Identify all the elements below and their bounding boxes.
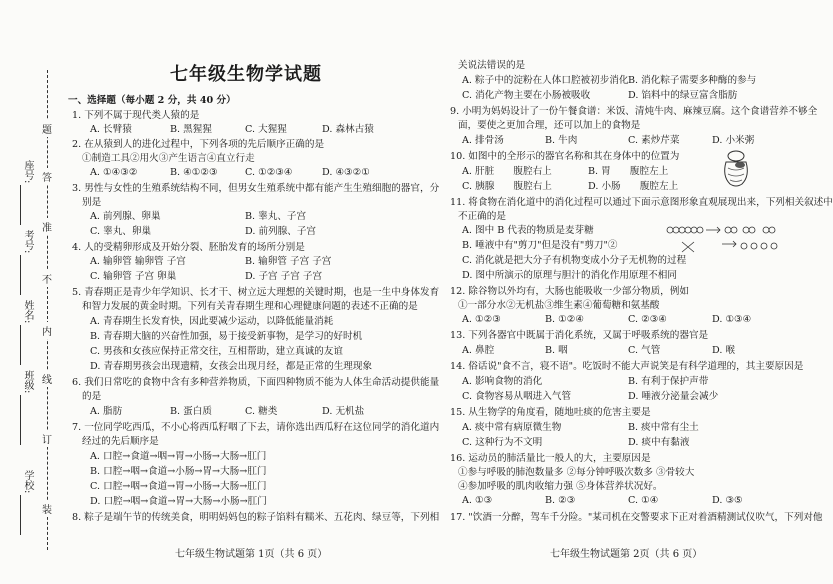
- question-17: 17. "饮酒一分醉，驾车千分险。"某司机在交警要求下正对着酒精测试仪吹气，下列对他: [450, 512, 823, 523]
- question-16-items-cont: ④参加呼吸的肌肉收缩力强 ⑤身体营养状况好。: [458, 481, 663, 492]
- option: C. 素炒芹菜: [628, 135, 680, 146]
- question-3: 3. 男性与女性的生殖系统结构不同，但男女生殖系统中都有能产生生殖细胞的器官，分: [72, 183, 440, 194]
- option: D. 口腔→咽→食道→胃→大肠→小肠→肛门: [90, 496, 267, 507]
- option: D. 青春期男孩会出现遗精，女孩会出现月经，都是正常的生理现象: [90, 361, 373, 372]
- question-16: 16. 运动员的肺活量比一般人的大，主要原因是: [450, 453, 651, 464]
- option: A. ①③: [462, 495, 493, 506]
- option: D. 图中所演示的原理与胆汁的消化作用原理不相同: [462, 270, 677, 281]
- question-6: 6. 我们日常吃的食物中含有多种营养物质，下面四种物质不能为人体生命活动提供能量: [72, 377, 440, 388]
- school-label: 学校:: [22, 470, 33, 494]
- option: D. 子宫 子宫 子宫: [245, 271, 323, 282]
- option: B. 口腔→咽→食道→小肠→胃→大肠→肛门: [90, 466, 267, 477]
- option: C. 消化产物主要在小肠被吸收: [462, 90, 591, 101]
- question-9: 9. 小明为妈妈设计了一份午餐食谱：米饭、清炖牛肉、麻辣豆腐。这个食谱营养不够全: [450, 106, 818, 117]
- question-9-cont: 面，要使之更加合理，还可以加上的食物是: [458, 120, 641, 131]
- page-footer: 七年级生物试题第 1页（共 6 页）: [175, 549, 328, 560]
- option: A. 痰中常有病原微生物: [462, 422, 562, 433]
- name-label: 姓名:: [22, 300, 33, 324]
- digestion-process-figure: [662, 222, 782, 262]
- question-7-cont: 经过的先后顺序是: [82, 436, 159, 447]
- option: D. ③⑤: [712, 495, 743, 506]
- question-7: 7. 一位同学吃西瓜，不小心将西瓜籽咽了下去，请你选出西瓜籽在这位同学的消化道内: [72, 422, 440, 433]
- option: C. 口腔→咽→食道→胃→小肠→大肠→肛门: [90, 481, 267, 492]
- option: A. 长臂猿: [90, 124, 132, 135]
- question-15: 15. 从生物学的角度看，随地吐痰的危害主要是: [450, 407, 651, 418]
- option: D. 痰中有黏液: [628, 437, 690, 448]
- option: D. ①③④: [712, 314, 752, 325]
- option: B. 输卵管 子宫 子宫: [245, 256, 332, 267]
- option: C. 大猩猩: [245, 124, 287, 135]
- seal-char: 订: [42, 430, 52, 447]
- class-field-line: [20, 395, 21, 445]
- option: A. 输卵管 输卵管 子宫: [90, 256, 186, 267]
- option: D. 森林古猿: [322, 124, 374, 135]
- class-label: 班级:: [22, 370, 33, 394]
- option: C. 食物容易从咽进入气管: [462, 391, 572, 402]
- question-13: 13. 下列各器官中既属于消化系统，又属于呼吸系统的器官是: [450, 330, 709, 341]
- option: A. 口腔→食道→咽→胃→小肠→大肠→肛门: [90, 451, 267, 462]
- option: D. 前列腺、子宫: [245, 226, 317, 237]
- question-2: 2. 在从猿到人的进化过程中，下列各项的先后顺序正确的是: [72, 139, 325, 150]
- option: A. 图中 B 代表的物质是麦芽糖: [462, 225, 594, 236]
- question-12: 12. 除谷物以外均有，大肠也能吸收一少部分物质，例如: [450, 286, 689, 297]
- option: C. 这种行为不文明: [462, 437, 543, 448]
- seal-char: 答: [42, 168, 52, 185]
- digestive-system-figure: [718, 148, 754, 190]
- page-footer: 七年级生物试题第 2页（共 6 页）: [550, 549, 703, 560]
- option: C. ②③④: [628, 314, 667, 325]
- option: A. 青春期生长发育快，因此要减少运动，以降低能量消耗: [90, 316, 334, 327]
- seal-char: 装: [42, 500, 52, 517]
- option: D. 喉: [712, 345, 736, 356]
- option: B. 胃 腹腔左上: [588, 166, 669, 177]
- seal-char: 内: [42, 322, 52, 339]
- option: C. 消化就是把大分子有机物变成小分子无机物的过程: [462, 255, 687, 266]
- option: C. ①②③④: [245, 167, 293, 178]
- option: B. 咽: [545, 345, 568, 356]
- option: D. 无机盐: [322, 406, 365, 417]
- option: B. 唾液中有"剪刀"但是没有"剪刀"②: [462, 240, 618, 251]
- option: C. ①④: [628, 495, 659, 506]
- option: B. 有利于保护声带: [628, 376, 709, 387]
- option: B. 蛋白质: [170, 406, 212, 417]
- question-14: 14. 俗话说"食不言，寝不语"。吃饭时不能大声说笑是有科学道理的，其主要原因是: [450, 361, 804, 372]
- option: B. 黑猩猩: [170, 124, 212, 135]
- question-5-cont: 和智力发展的黄金时期。下列有关青春期生理和心理健康问题的表述不正确的是: [82, 301, 418, 312]
- option: C. 输卵管 子宫 卵巢: [90, 271, 177, 282]
- school-field-line: [20, 495, 21, 535]
- option: A. ①④③②: [90, 167, 138, 178]
- page-1: [60, 0, 443, 584]
- option: C. 胰腺 腹腔右上: [462, 181, 552, 192]
- binding-margin: [0, 0, 56, 584]
- option: B. 牛肉: [545, 135, 578, 146]
- question-10: 10. 如图中的全形示的器官名称和其在身体中的位置为: [450, 151, 680, 162]
- option: A. 前列腺、卵巢: [90, 211, 161, 222]
- question-8-cont: 关说法错误的是: [458, 60, 526, 71]
- option: A. 肝脏 腹腔右上: [462, 166, 552, 177]
- option: C. 睾丸、卵巢: [90, 226, 152, 237]
- option: C. 糖类: [245, 406, 278, 417]
- name-field-line: [20, 325, 21, 365]
- option: C. 气管: [628, 345, 661, 356]
- option: A. 影响食物的消化: [462, 376, 543, 387]
- question-11-cont: 不正确的是: [458, 211, 506, 222]
- option: A. 排骨汤: [462, 135, 504, 146]
- option: C. 男孩和女孩应保持正常交往，互相帮助，建立真诚的友谊: [90, 346, 343, 357]
- option: B. ①②④: [545, 314, 584, 325]
- question-4: 4. 人的受精卵形成及开始分裂、胚胎发育的场所分别是: [72, 242, 305, 253]
- question-12-items: ①一部分水②无机盐③维生素④葡萄糖和氨基酸: [458, 300, 660, 311]
- question-1: 1. 下列不属于现代类人猿的是: [72, 110, 200, 121]
- question-6-cont: 的是: [82, 391, 102, 402]
- exam-title: 七年级生物学试题: [170, 64, 322, 85]
- option: D. 唾液分泌量会减少: [628, 391, 719, 402]
- option: B. 睾丸、子宫: [245, 211, 307, 222]
- question-2-items: ①制造工具②用火③产生语言④直立行走: [82, 153, 255, 164]
- option: B. 青春期大脑的兴奋性加强，易于接受新事物，是学习的好时机: [90, 331, 363, 342]
- option: B. ④①②③: [170, 167, 218, 178]
- option: B. ②③: [545, 495, 576, 506]
- seat-no-label: 座号:: [22, 160, 33, 184]
- seat-no-field-line: [20, 185, 21, 225]
- question-3-cont: 别是: [82, 197, 102, 208]
- option: A. 鼻腔: [462, 345, 495, 356]
- option: D. ④③②①: [322, 167, 370, 178]
- option: B. 消化粽子需要多种酶的参与: [628, 75, 757, 86]
- option: D. 小米粥: [712, 135, 755, 146]
- question-11: 11. 将食物在消化道中的消化过程可以通过下面示意图形象直观展现出来，下列相关叙述中: [450, 197, 833, 208]
- question-16-items: ①参与呼吸的肺泡数量多 ②每分钟呼吸次数多 ③骨较大: [458, 467, 695, 478]
- question-8: 8. 粽子是端午节的传统美食，明明妈妈包的粽子馅料有糯米、五花肉、绿豆等，下列相: [72, 512, 440, 523]
- option: B. 痰中常有尘土: [628, 422, 699, 433]
- option: A. ①②③: [462, 314, 501, 325]
- page-2: [450, 0, 833, 584]
- question-5: 5. 青春期正是青少年学知识、长才干、树立远大理想的关键时期，也是一生中身体发育: [72, 287, 440, 298]
- option: D. 小肠 腹腔左上: [588, 181, 679, 192]
- option: A. 脂肪: [90, 406, 123, 417]
- option: A. 粽子中的淀粉在人体口腔被初步消化: [462, 75, 629, 86]
- seal-char: 准: [42, 218, 52, 235]
- seal-char: 线: [42, 370, 52, 387]
- seal-char: 题: [42, 120, 52, 137]
- exam-no-label: 考号:: [22, 230, 33, 254]
- section-heading: 一、选择题（每小题 2 分，共 40 分）: [68, 95, 236, 106]
- seal-line: [47, 70, 48, 550]
- option: D. 馅料中的绿豆富含脂肪: [628, 90, 738, 101]
- seal-char: 不: [42, 270, 52, 287]
- exam-no-field-line: [20, 255, 21, 295]
